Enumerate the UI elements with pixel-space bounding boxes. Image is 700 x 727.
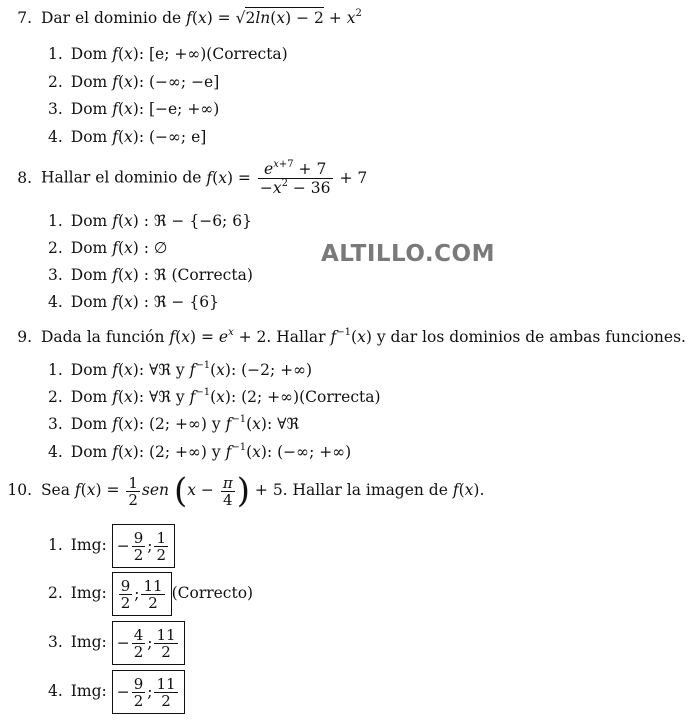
numerator: 9: [120, 576, 131, 595]
formula: $f(x) = e^x + 2$: [169, 327, 267, 346]
option-number: 4.: [48, 293, 63, 311]
option-label: Dom: [70, 415, 108, 433]
q8-option-4: 4. Dom f(x) : ℜ − {6}: [48, 293, 219, 311]
numerator: 11: [143, 576, 163, 595]
formula: f(x) = $\frac{1}{2}$ sen (x − $\frac{\pi}{4}$ ): [74, 471, 250, 511]
option-value-finv: (−∞; +∞): [277, 443, 352, 461]
option-number: 3.: [48, 266, 63, 284]
watermark: ALTILLO.COM: [321, 241, 495, 267]
option-number: 2.: [48, 388, 63, 406]
option-value-f: (2; +∞): [148, 443, 207, 461]
option-note: (Correcto): [171, 584, 254, 602]
numerator: 1: [156, 528, 167, 547]
inverse-formula: $f^{-1}(x)$: [330, 327, 372, 346]
question-text-mid: . Hallar: [266, 328, 326, 346]
interval: $\frac{9}{2}$ ; $\frac{11}{2}$: [112, 572, 172, 616]
q7-option-2: 2. Dom f(x): (−∞; −e]: [48, 73, 220, 91]
numerator: 11: [156, 625, 176, 644]
question-number: 8.: [17, 168, 32, 187]
q10-option-4: [48, 670, 185, 714]
option-number: 4.: [48, 128, 63, 146]
option-label: Img:: [70, 536, 107, 554]
question-9: [10, 328, 686, 346]
denominator: 2: [154, 643, 177, 660]
sign: −: [116, 634, 130, 652]
formula: f(x) = $\frac{e^{x+7} + 7}{-x^2 - 36}$ + 7: [206, 159, 368, 197]
denominator: 2: [133, 545, 144, 564]
q7-option-3: 3. Dom f(x): [−e; +∞): [48, 100, 220, 118]
q9-option-1: 1. Dom f(x): ∀ℜ y $f^{-1}(x)$: (−2; +∞): [48, 360, 313, 379]
question-text-tail: + 5. Hallar la imagen de: [254, 481, 448, 499]
option-number: 1.: [48, 45, 63, 63]
option-value: (−∞; −e]: [148, 73, 220, 91]
q10-option-1: [48, 524, 175, 568]
option-label: Dom: [70, 45, 108, 63]
question-10: [2, 471, 485, 511]
option-label: Dom: [70, 128, 108, 146]
q10-option-2: [48, 572, 253, 616]
question-number: 10.: [7, 481, 32, 499]
option-number: 2.: [48, 584, 63, 602]
option-number: 2.: [48, 239, 63, 257]
option-label: Dom: [70, 100, 108, 118]
option-label: Img:: [70, 682, 107, 700]
question-text: Dada la función: [40, 328, 165, 346]
interval: − $\frac{9}{2}$ ; $\frac{1}{2}$: [112, 524, 175, 568]
q9-option-3: 3. Dom f(x): (2; +∞) y $f^{-1}(x)$: ∀ℜ: [48, 414, 300, 433]
question-number: 7.: [17, 9, 32, 27]
option-number: 3.: [48, 100, 63, 118]
denominator: 2: [120, 593, 131, 612]
q9-option-2: 2. Dom f(x): ∀ℜ y $f^{-1}(x)$: (2; +∞)(Correcta): [48, 387, 381, 406]
option-note: (Correcta): [206, 45, 288, 63]
option-label: Dom: [70, 212, 108, 230]
option-value-finv: ∀ℜ: [277, 415, 300, 433]
option-label: Dom: [70, 73, 108, 91]
q8-option-2: 2. Dom f(x) : ∅: [48, 239, 168, 257]
option-number: 1.: [48, 536, 63, 554]
option-number: 1.: [48, 212, 63, 230]
question-8: [10, 160, 367, 197]
q7-option-4: 4. Dom f(x): (−∞; e]: [48, 128, 207, 146]
q8-option-1: 1. Dom f(x) : ℜ − {−6; 6}: [48, 212, 252, 230]
option-number: 4.: [48, 682, 63, 700]
question-number: 9.: [17, 328, 32, 346]
option-value-finv: (2; +∞): [241, 388, 300, 406]
q8-option-3: 3. Dom f(x) : ℜ (Correcta): [48, 266, 253, 284]
question-text: Hallar el dominio de: [40, 168, 202, 187]
option-value: ℜ − {−6; 6}: [153, 212, 252, 230]
question-text: Dar el dominio de: [40, 9, 182, 27]
sign: −: [116, 683, 130, 701]
option-label: Dom: [70, 361, 108, 379]
option-number: 2.: [48, 73, 63, 91]
option-label: Dom: [70, 443, 108, 461]
option-value-f: ∀ℜ: [148, 388, 171, 406]
question-7: [10, 9, 362, 27]
numerator: 9: [133, 674, 144, 693]
interval: − $\frac{9}{2}$ ; $\frac{11}{2}$: [112, 670, 185, 714]
option-label: Dom: [70, 293, 108, 311]
numerator: 9: [133, 528, 144, 547]
option-label: Dom: [70, 239, 108, 257]
option-number: 1.: [48, 361, 63, 379]
q10-option-3: [48, 621, 185, 665]
option-number: 4.: [48, 443, 63, 461]
option-label: Dom: [70, 266, 108, 284]
question-text-tail: y dar los dominios de ambas funciones.: [376, 328, 686, 346]
question-text: Sea: [40, 481, 70, 499]
option-label: Img:: [70, 584, 107, 602]
option-note: (Correcta): [299, 388, 381, 406]
image-of-f: f(x).: [452, 481, 485, 499]
denominator: 2: [141, 594, 164, 611]
q7-option-1: 1. Dom f(x): [e; +∞)(Correcta): [48, 45, 288, 63]
option-value: [e; +∞): [148, 45, 207, 63]
option-value: ∅: [153, 239, 168, 257]
option-value-f: ∀ℜ: [148, 361, 171, 379]
option-number: 3.: [48, 415, 63, 433]
q9-option-4: 4. Dom f(x): (2; +∞) y $f^{-1}(x)$: (−∞; +∞): [48, 442, 352, 461]
denominator: 2: [133, 642, 144, 661]
denominator: 2: [156, 545, 167, 564]
option-value: ℜ − {6}: [153, 293, 219, 311]
option-value-finv: (−2; +∞): [241, 361, 313, 379]
option-value: [−e; +∞): [148, 100, 220, 118]
option-value: ℜ: [153, 266, 167, 284]
denominator: 2: [133, 691, 144, 710]
option-value: (−∞; e]: [148, 128, 207, 146]
formula: $f(x) = √2\ln(x) - 2 + x^2$: [186, 8, 362, 27]
option-value-f: (2; +∞): [148, 415, 207, 433]
option-label: Dom: [70, 388, 108, 406]
numerator: 4: [133, 625, 144, 644]
option-label: Img:: [70, 633, 107, 651]
sign: −: [116, 537, 130, 555]
numerator: 11: [156, 674, 176, 693]
interval: − $\frac{4}{2}$ ; $\frac{11}{2}$: [112, 621, 185, 665]
denominator: 2: [154, 692, 177, 709]
option-note: (Correcta): [171, 266, 253, 284]
option-number: 3.: [48, 633, 63, 651]
